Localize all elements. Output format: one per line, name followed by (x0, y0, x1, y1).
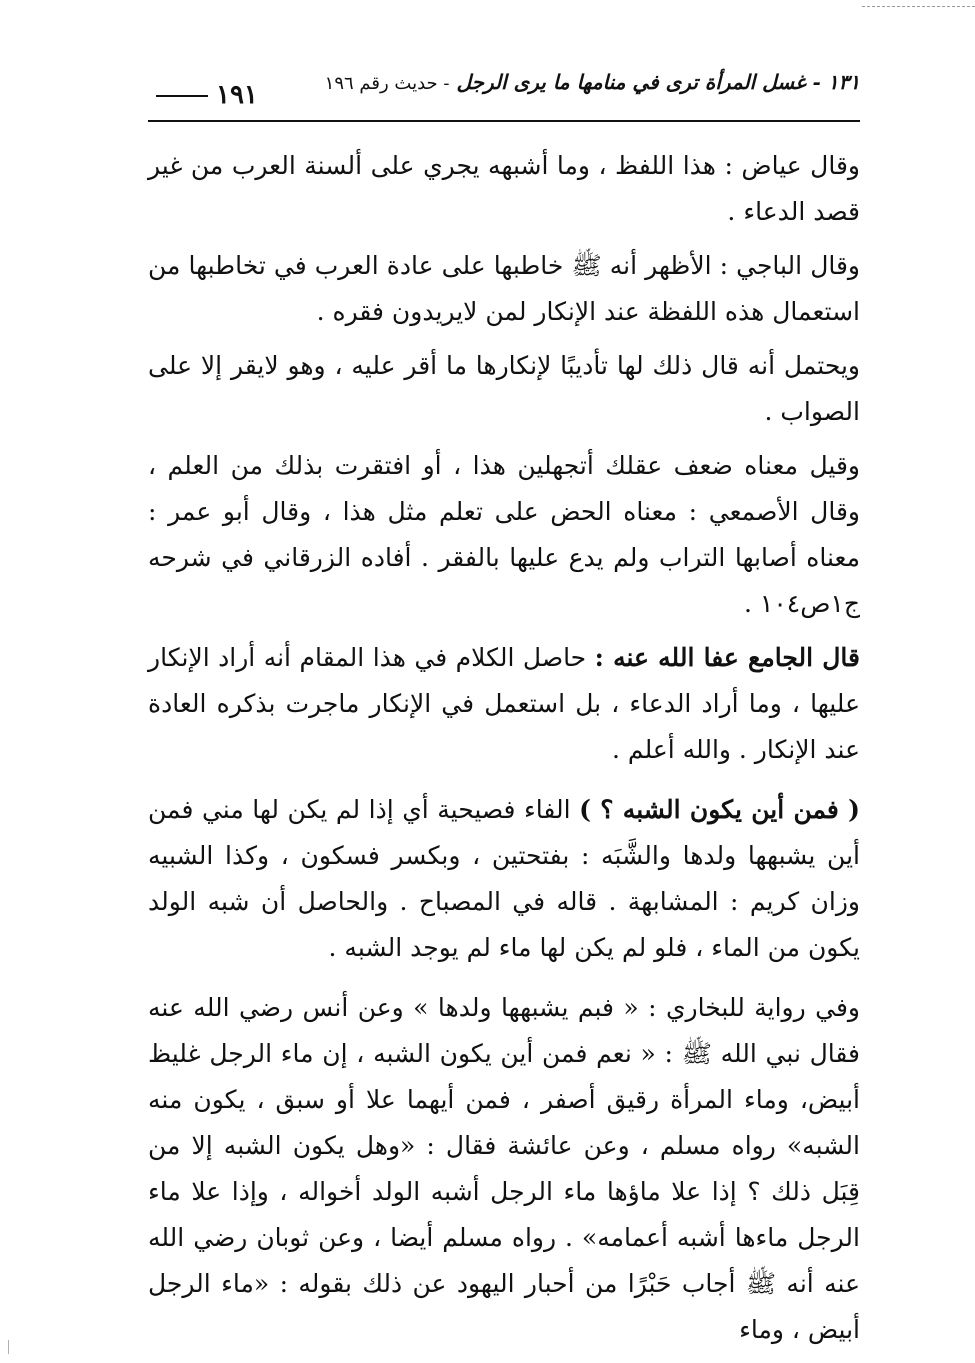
paragraph-text: الفاء فصيحية أي إذا لم يكن لها مني فمن أين يشبهها ولدها والشَّبَه : بفتحتين ، وبكسر فسكون ، وكذا الشبيه وزان كريم : المشابهة . قاله في المصباح . والحاصل أن شبه الولد يكون من الماء ، فلو لم يكن لها ماء لم يوجد الشبه . (148, 795, 860, 962)
chapter-title: ١٣١ - غسل المرأة ترى في منامها ما يرى الرجل (456, 70, 860, 94)
paragraph-text: وقال عياض : هذا اللفظ ، وما أشبهه يجري على ألسنة العرب من غير قصد الدعاء . (148, 151, 860, 226)
paragraph-text: وفي رواية للبخاري : « فبم يشبهها ولدها » وعن أنس رضي الله عنه فقال نبي الله ﷺ : « نعم فمن أين يكون الشبه ، إن ماء الرجل غليظ أبيض، وماء المرأة رقيق أصفر ، فمن أيهما علا أو سبق ، يكون منه الشبه» رواه مسلم ، وعن عائشة فقال : «وهل يكون الشبه إلا من قِبَل ذلك ؟ إذا علا ماؤها ماء الرجل أشبه الولد أخواله ، وإذا علا ماء الرجل ماءها أشبه أعمامه» . رواه مسلم أيضا ، وعن ثوبان رضي الله عنه أنه ﷺ أجاب حَبْرًا من أحبار اليهود عن ذلك بقوله : «ماء الرجل أبيض ، وماء (148, 993, 860, 1344)
header-rule (148, 120, 860, 122)
top-corner-rule (862, 6, 975, 7)
paragraph-lead: ( فمن أين يكون الشبه ؟ ) (579, 795, 860, 824)
paragraph-text: وقيل معناه ضعف عقلك أتجهلين هذا ، أو افتقرت بذلك من العلم ، وقال الأصمعي : معناه الحض على تعلم مثل هذا ، وقال أبو عمر : معناه أصابها التراب ولم يدع عليها بالفقر . أفاده الزرقاني في شرحه ج١ص١٠٤ . (148, 451, 860, 618)
paragraph-narrations (148, 985, 860, 1353)
page-number: ١٩١ (216, 80, 258, 110)
paragraph-iyad (148, 143, 860, 235)
paragraph-resemblance (148, 787, 860, 971)
running-header (148, 70, 860, 122)
page-number-block (156, 80, 258, 110)
paragraph-compiler (148, 635, 860, 773)
hadith-number: - حديث رقم ١٩٦ (324, 73, 450, 94)
paragraph-possibility (148, 343, 860, 435)
paragraph-text: حاصل الكلام في هذا المقام أنه أراد الإنكار عليها ، وما أراد الدعاء ، بل استعمل في الإنكار ماجرت بذكره العادة عند الإنكار . والله أعلم . (148, 643, 860, 764)
chapter-heading (325, 70, 860, 94)
paragraph-text: ويحتمل أنه قال ذلك لها تأديبًا لإنكارها ما أقر عليه ، وهو لايقر إلا على الصواب . (148, 351, 860, 426)
paragraph-meaning (148, 443, 860, 627)
paragraph-text: وقال الباجي : الأظهر أنه ﷺ خاطبها على عادة العرب في تخاطبها من استعمال هذه اللفظة عند الإنكار لمن لايريدون فقره . (148, 251, 860, 326)
paragraph-baji (148, 243, 860, 335)
body-text (148, 143, 860, 1361)
scan-edge-mark (8, 1340, 9, 1354)
paragraph-lead: قال الجامع عفا الله عنه : (594, 643, 860, 672)
page-number-dash (156, 95, 208, 97)
